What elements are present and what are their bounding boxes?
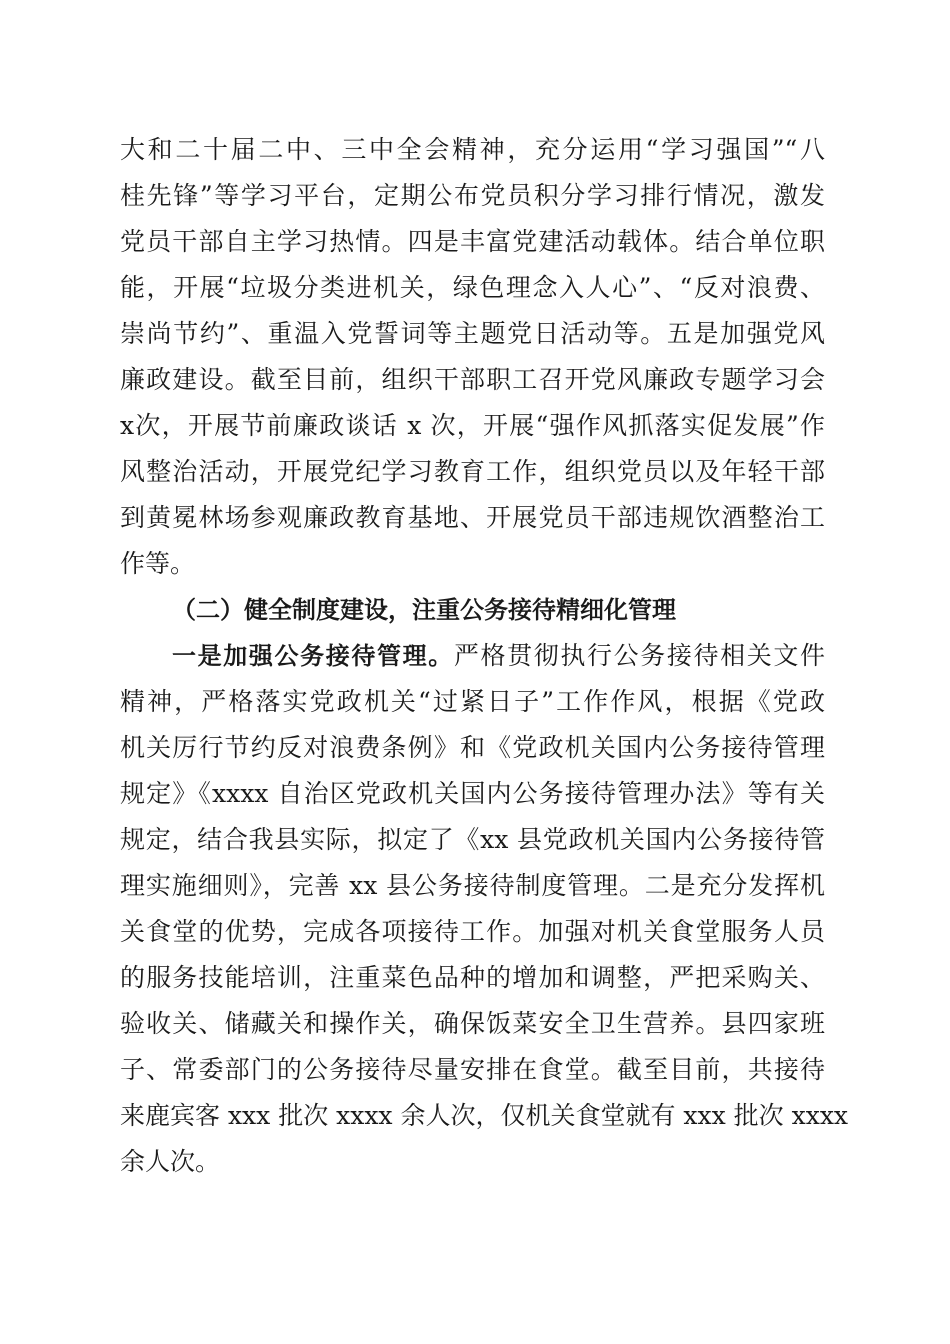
text-line: 廉政建设。截至目前，组织干部职工召开党风廉政专题学习会: [120, 365, 825, 394]
text-line: 规定》《xxxx 自治区党政机关国内公务接待管理办法》等有关: [120, 779, 825, 808]
text-line: x次，开展节前廉政谈话 x 次，开展“强作风抓落实促发展”作: [120, 411, 825, 440]
text-line: 规定，结合我县实际，拟定了《xx 县党政机关国内公务接待管: [120, 825, 825, 854]
text-line: 关食堂的优势，完成各项接待工作。加强对机关食堂服务人员: [120, 917, 825, 946]
document-body: [120, 127, 849, 1185]
text-line-first: [120, 633, 825, 679]
text-line: 党员干部自主学习热情。四是丰富党建活动载体。结合单位职: [120, 227, 825, 256]
paragraph-lead: 一是加强公务接待管理。: [172, 642, 454, 670]
text-line: 精神，严格落实党政机关“过紧日子”工作作风，根据《党政: [120, 687, 825, 716]
paragraph-party-building: [120, 127, 825, 587]
text-line: 风整治活动，开展党纪学习教育工作，组织党员以及年轻干部: [120, 457, 825, 486]
text-line: 理实施细则》，完善 xx 县公务接待制度管理。二是充分发挥机: [120, 871, 825, 900]
text-line: 作等。: [120, 549, 196, 578]
text-line: 的服务技能培训，注重菜色品种的增加和调整，严把采购关、: [120, 963, 825, 992]
paragraph-reception-management: [120, 633, 849, 1185]
section-heading: （二）健全制度建设，注重公务接待精细化管理: [172, 596, 676, 624]
text-line: 桂先锋”等学习平台，定期公布党员积分学习排行情况，激发: [120, 181, 825, 210]
text-line: 到黄冕林场参观廉政教育基地、开展党员干部违规饮酒整治工: [120, 503, 825, 532]
paragraph-lead-rest: 严格贯彻执行公务接待相关文件: [453, 641, 825, 670]
text-line: 崇尚节约”、重温入党誓词等主题党日活动等。五是加强党风: [120, 319, 825, 348]
text-line: 子、常委部门的公务接待尽量安排在食堂。截至目前，共接待: [120, 1055, 825, 1084]
text-line: 机关厉行节约反对浪费条例》和《党政机关国内公务接待管理: [120, 733, 825, 762]
text-line: 能，开展“垃圾分类进机关，绿色理念入人心”、“反对浪费、: [120, 273, 825, 302]
text-line: 大和二十届二中、三中全会精神，充分运用“学习强国”“八: [120, 135, 825, 164]
text-line: 验收关、储藏关和操作关，确保饭菜安全卫生营养。县四家班: [120, 1009, 825, 1038]
text-line: 余人次。: [120, 1147, 221, 1176]
text-line: 来鹿宾客 xxx 批次 xxxx 余人次，仅机关食堂就有 xxx 批次 xxxx: [120, 1101, 849, 1130]
